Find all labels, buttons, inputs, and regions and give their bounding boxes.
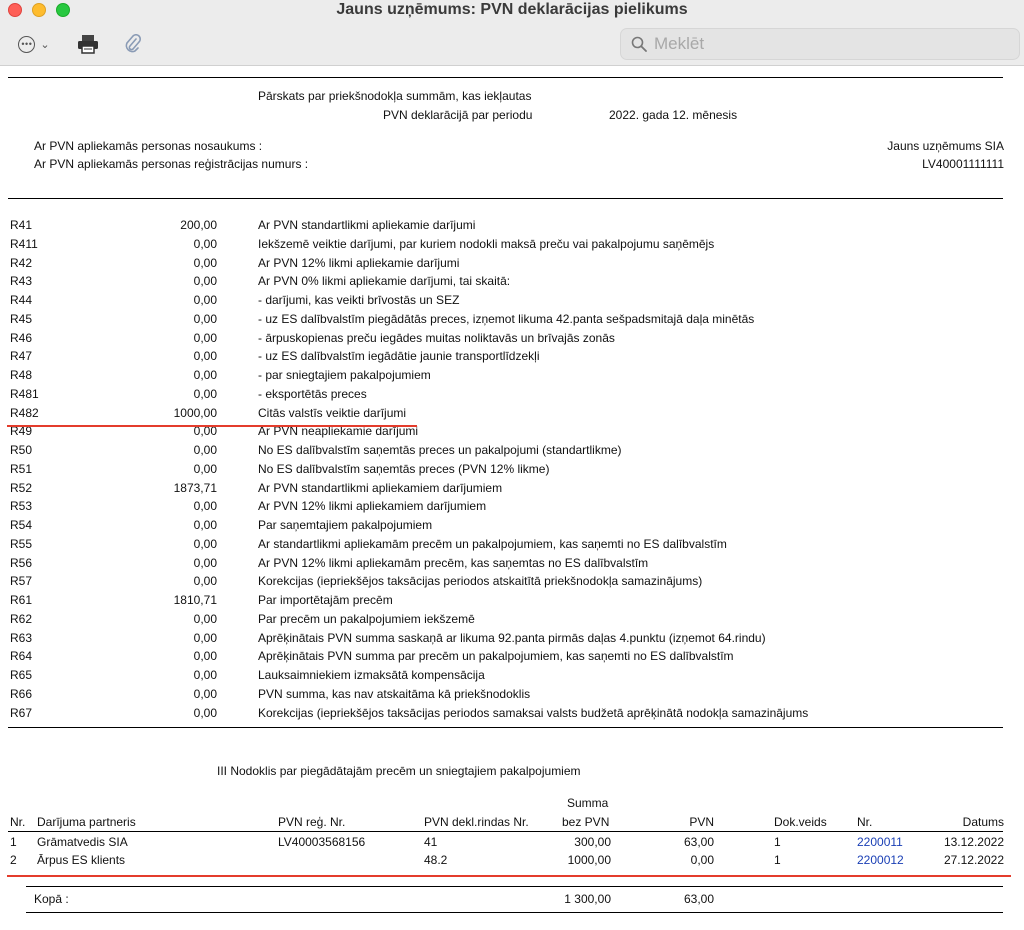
- table-row: [0, 329, 1024, 348]
- row-code: R67: [10, 705, 33, 720]
- row-code: R62: [10, 611, 33, 626]
- report-header-line1: Pārskats par priekšnodokļa summām, kas iekļautas: [258, 89, 532, 103]
- attach-button[interactable]: [122, 33, 144, 55]
- row-code: R44: [10, 293, 33, 307]
- table-row-2-decl-row: 48.2: [424, 853, 448, 867]
- row-code: R47: [10, 349, 33, 364]
- row-description: Par precēm un pakalpojumiem iekšzemē: [258, 611, 475, 626]
- table-row: [0, 385, 1024, 404]
- row-code: R63: [10, 630, 33, 645]
- table-row: [0, 347, 1024, 366]
- table-row-2-partner: Ārpus ES klients: [37, 853, 126, 867]
- table-row-2-vat: 0,00: [690, 853, 714, 867]
- table-row: [0, 441, 1024, 460]
- table-row-1-decl-row: 41: [424, 835, 438, 849]
- table-row-1-vat-reg: LV40003568156: [278, 835, 366, 849]
- highlight-line-table: [7, 875, 1011, 877]
- col-date: Datums: [962, 815, 1004, 829]
- row-code: R61: [10, 593, 33, 607]
- table-row: [0, 404, 1024, 423]
- table-row: [0, 591, 1024, 610]
- row-code: R50: [10, 443, 33, 457]
- row-value: 0,00: [193, 649, 217, 664]
- table-row-2-nr: 2: [10, 853, 17, 867]
- row-description: - uz ES dalībvalstīm iegādātie jaunie transportlīdzekļi: [258, 349, 540, 364]
- row-value: 0,00: [193, 686, 217, 701]
- row-code: R53: [10, 499, 33, 514]
- table-header-divider: [8, 831, 1003, 832]
- table-row: [0, 666, 1024, 685]
- row-value: 0,00: [193, 368, 217, 382]
- row-description: Ar PVN standartlikmi apliekamie darījumi: [258, 218, 476, 232]
- table-row: [0, 460, 1024, 479]
- table-row-1-doc-type: 1: [774, 835, 781, 849]
- row-value: 0,00: [193, 236, 217, 251]
- col-nr: Nr.: [10, 815, 26, 829]
- total-sum: 1 300,00: [564, 892, 611, 906]
- row-value: 0,00: [193, 311, 217, 326]
- row-description: Ar standartlikmi apliekamām precēm un pakalpojumiem, kas saņemti no ES dalībvalstīm: [258, 536, 727, 551]
- row-description: Aprēķinātais PVN summa par precēm un pakalpojumiem, kas saņemti no ES dalībvalstīm: [258, 649, 734, 664]
- col-vat: PVN: [689, 815, 714, 829]
- row-code: R482: [10, 405, 39, 420]
- table-row: [0, 685, 1024, 704]
- row-code: R65: [10, 668, 33, 682]
- row-value: 0,00: [193, 611, 217, 626]
- row-code: R411: [10, 236, 38, 251]
- col-sum-top: Summa: [567, 796, 609, 810]
- row-value: 0,00: [193, 424, 217, 439]
- row-value: 0,00: [193, 330, 217, 345]
- table-row-2-doc-link[interactable]: 2200012: [857, 853, 904, 867]
- table-row: [0, 516, 1024, 535]
- row-code: R56: [10, 555, 33, 570]
- col-vat-reg: PVN reģ. Nr.: [278, 815, 346, 829]
- table-row: [0, 497, 1024, 516]
- row-description: Par importētajām precēm: [258, 593, 393, 607]
- top-divider: [8, 77, 1003, 78]
- total-divider: [26, 886, 1003, 887]
- table-row-2-date: 27.12.2022: [943, 853, 1004, 867]
- row-code: R48: [10, 368, 33, 382]
- table-row: [0, 291, 1024, 310]
- table-row-1-doc-link[interactable]: 2200011: [857, 835, 903, 849]
- table-row-1-sum: 300,00: [574, 835, 611, 849]
- row-code: R55: [10, 536, 33, 551]
- bottom-divider: [26, 912, 1003, 913]
- col-decl-row: PVN dekl.rindas Nr.: [424, 815, 529, 829]
- search-input[interactable]: [654, 33, 1004, 55]
- table-row: [0, 647, 1024, 666]
- row-description: Citās valstīs veiktie darījumi: [258, 405, 407, 420]
- table-row: [0, 272, 1024, 291]
- print-button[interactable]: [76, 33, 100, 55]
- search-field[interactable]: [620, 28, 1020, 60]
- table-row: [0, 235, 1024, 254]
- row-code: R57: [10, 574, 33, 589]
- row-description: Ar PVN 12% likmi apliekamām precēm, kas saņemtas no ES dalībvalstīm: [258, 555, 649, 570]
- row-value: 0,00: [193, 518, 217, 532]
- row-description: - uz ES dalībvalstīm piegādātās preces, izņemot likuma 42.panta sešpadsmitajā daļa minētās: [258, 311, 755, 326]
- row-value: 0,00: [193, 274, 217, 289]
- rows-divider: [8, 727, 1003, 728]
- col-partner: Darījuma partneris: [37, 815, 136, 829]
- row-code: R42: [10, 255, 33, 270]
- total-vat: 63,00: [683, 892, 714, 906]
- row-code: R51: [10, 461, 33, 476]
- col-doc-nr: Nr.: [857, 815, 873, 829]
- table-row: [0, 704, 1024, 723]
- table-row: [0, 535, 1024, 554]
- row-description: Aprēķinātais PVN summa saskaņā ar likuma 92.panta pirmās daļas 4.punktu (izņemot 64.rindu): [258, 630, 766, 645]
- table-row-1-partner: Grāmatvedis SIA: [37, 835, 128, 849]
- section3-title: III Nodoklis par piegādātajām precēm un sniegtajiem pakalpojumiem: [217, 764, 581, 778]
- row-code: R46: [10, 330, 33, 345]
- row-value: 0,00: [193, 461, 217, 476]
- row-value: 0,00: [193, 499, 217, 514]
- row-code: R43: [10, 274, 33, 289]
- taxpayer-name-label: Ar PVN apliekamās personas nosaukums :: [34, 139, 263, 153]
- more-actions-button[interactable]: [14, 33, 54, 55]
- ellipsis-circle-icon: •••: [18, 36, 35, 53]
- table-row: [0, 216, 1024, 235]
- chevron-down-icon: ⌄: [40, 38, 50, 51]
- row-description: No ES dalībvalstīm saņemtās preces un pakalpojumi (standartlikme): [258, 443, 622, 457]
- row-value: 0,00: [193, 668, 217, 682]
- row-description: Par saņemtajiem pakalpojumiem: [258, 518, 433, 532]
- highlight-line-r482: [7, 425, 417, 427]
- taxpayer-reg-label: Ar PVN apliekamās personas reģistrācijas numurs :: [34, 157, 309, 171]
- row-description: - ārpuskopienas preču iegādes muitas noliktavās un brīvajās zonās: [258, 330, 615, 345]
- row-description: Korekcijas (iepriekšējos taksācijas periodos samaksai valsts budžetā aprēķinātā nodokļa samazinājums: [258, 705, 809, 720]
- row-code: R49: [10, 424, 33, 439]
- row-value: 0,00: [193, 536, 217, 551]
- taxpayer-reg: LV40001111111: [922, 157, 1004, 171]
- row-value: 0,00: [193, 574, 217, 589]
- table-row: [0, 572, 1024, 591]
- row-description: Ar PVN standartlikmi apliekamiem darījumiem: [258, 480, 503, 495]
- table-row: [0, 479, 1024, 498]
- report-header-line2: PVN deklarācijā par periodu: [383, 108, 533, 122]
- row-value: 0,00: [193, 443, 217, 457]
- row-code: R45: [10, 311, 33, 326]
- row-description: Ar PVN 12% likmi apliekamiem darījumiem: [258, 499, 487, 514]
- magnifier-icon: [631, 36, 647, 52]
- row-code: R66: [10, 686, 33, 701]
- row-description: Lauksaimniekiem izmaksātā kompensācija: [258, 668, 485, 682]
- table-row: [0, 254, 1024, 273]
- printer-icon: [77, 34, 99, 54]
- row-description: - eksportētās preces: [258, 386, 367, 401]
- row-value: 0,00: [193, 555, 217, 570]
- row-description: Korekcijas (iepriekšējos taksācijas periodos atskaitītā priekšnodokļa samazinājums): [258, 574, 703, 589]
- report-period: 2022. gada 12. mēnesis: [609, 108, 738, 122]
- row-value: 0,00: [193, 293, 217, 307]
- total-label: Kopā :: [34, 892, 69, 906]
- window-titlebar: [0, 0, 1024, 66]
- row-value: 200,00: [180, 218, 217, 232]
- row-value: 1873,71: [173, 480, 217, 495]
- row-description: - darījumi, kas veikti brīvostās un SEZ: [258, 293, 460, 307]
- paperclip-icon: [124, 34, 142, 54]
- table-row-1-date: 13.12.2022: [943, 835, 1004, 849]
- window-title: Jauns uzņēmums: PVN deklarācijas pielikums: [336, 1, 688, 18]
- row-value: 0,00: [193, 705, 217, 720]
- col-sum-bottom: bez PVN: [562, 815, 610, 829]
- col-doc-type: Dok.veids: [774, 815, 827, 829]
- report-document: [0, 67, 1024, 930]
- table-row: [0, 310, 1024, 329]
- header-divider: [8, 198, 1003, 199]
- table-row: [0, 366, 1024, 385]
- row-description: PVN summa, kas nav atskaitāma kā priekšnodoklis: [258, 686, 531, 701]
- row-description: Iekšzemē veiktie darījumi, par kuriem nodokli maksā preču vai pakalpojumu saņēmējs: [258, 236, 715, 251]
- taxpayer-name: Jauns uzņēmums SIA: [887, 139, 1004, 153]
- row-code: R54: [10, 518, 33, 532]
- row-description: - par sniegtajiem pakalpojumiem: [258, 368, 431, 382]
- row-description: No ES dalībvalstīm saņemtās preces (PVN 12% likme): [258, 461, 550, 476]
- row-code: R52: [10, 480, 33, 495]
- table-row-2-sum: 1000,00: [567, 853, 611, 867]
- table-row: [0, 629, 1024, 648]
- row-value: 1810,71: [173, 593, 217, 607]
- row-description: Ar PVN 0% likmi apliekamie darījumi, tai skaitā:: [258, 274, 511, 289]
- table-row: [0, 554, 1024, 573]
- row-value: 0,00: [193, 255, 217, 270]
- table-row-2-doc-type: 1: [774, 853, 781, 867]
- row-code: R41: [10, 218, 33, 232]
- row-value: 0,00: [193, 349, 217, 364]
- row-description: Ar PVN neapliekamie darījumi: [258, 424, 419, 439]
- table-row-1-nr: 1: [10, 835, 17, 849]
- row-value: 1000,00: [173, 405, 217, 420]
- row-value: 0,00: [193, 630, 217, 645]
- row-code: R64: [10, 649, 33, 664]
- row-description: Ar PVN 12% likmi apliekamie darījumi: [258, 255, 460, 270]
- row-value: 0,00: [193, 386, 217, 401]
- table-row: [0, 610, 1024, 629]
- row-code: R481: [10, 386, 39, 401]
- table-row-1-vat: 63,00: [683, 835, 714, 849]
